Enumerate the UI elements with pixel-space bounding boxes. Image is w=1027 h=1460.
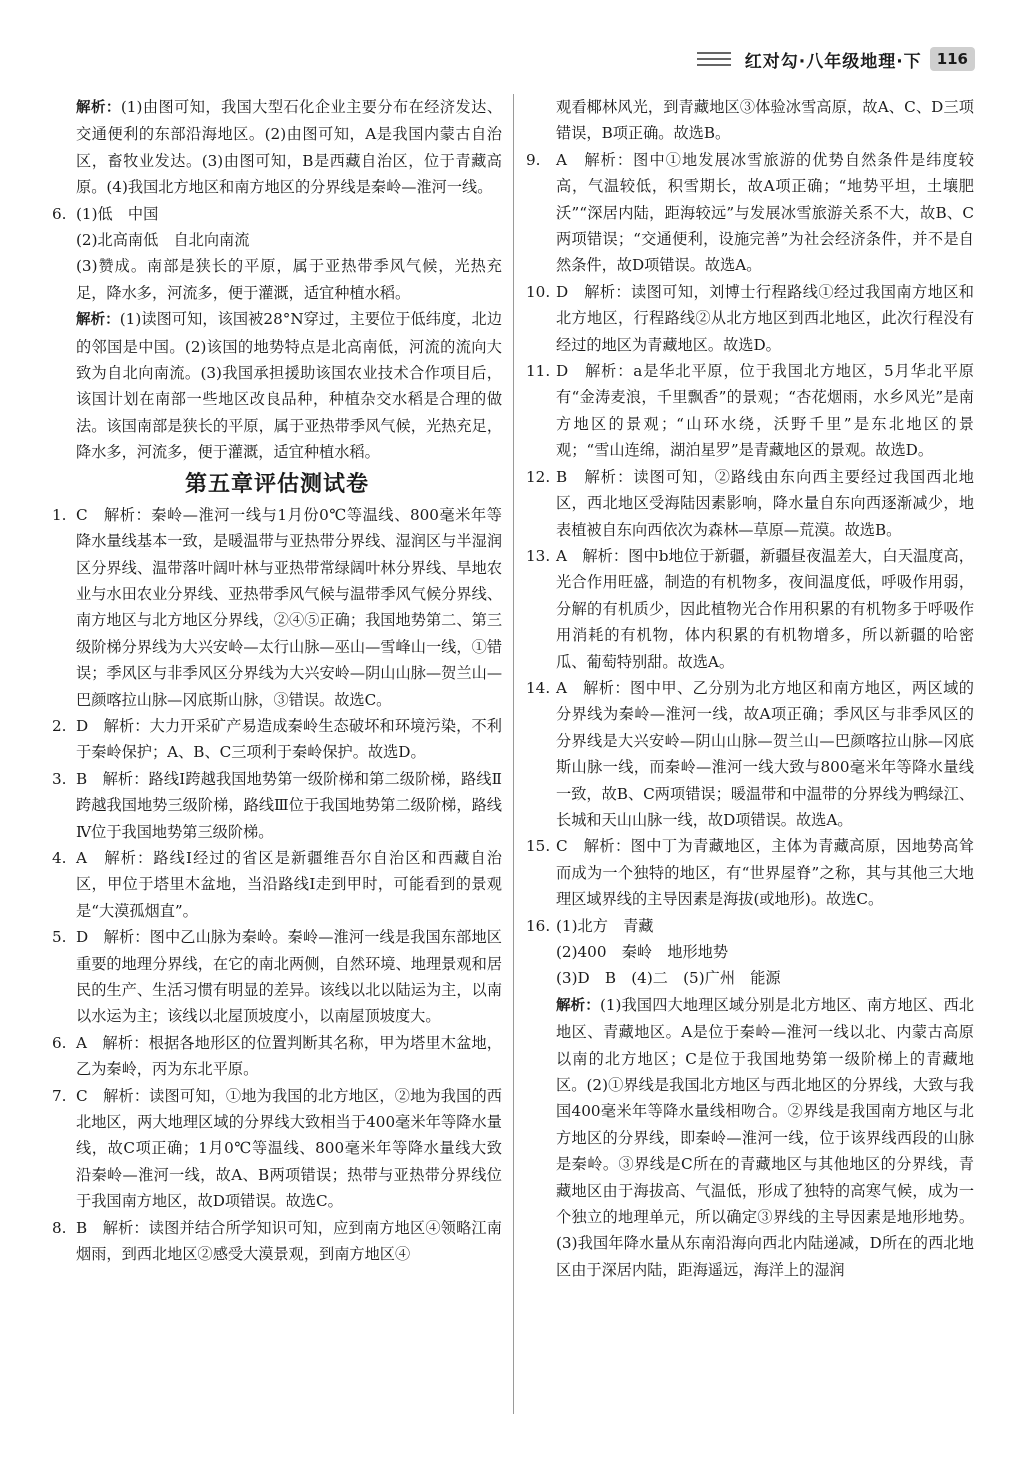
test-q1: 1. C 解析：秦岭—淮河一线与1月份0℃等温线、800毫米年等降水量线基本一致，是暖温带与亚热带分界线、湿润区与半湿润区分界线、温带落叶阔叶林与亚热带常绿阔叶林分界线、旱地农业与水田农业分界线、亚热带季风气候与温带季风气候分界线、南方地区与北方地区分界线，②④⑤正确；我国地势第二、第三级阶梯分界线为大兴安岭—太行山脉—巫山—雪峰山一线，①错误；季风区与非季风区分界线为大兴安岭—阴山山脉—贺兰山—巴颜喀拉山脉—冈底斯山脉，③错误。故选C。 xyxy=(52,505,502,709)
page-header xyxy=(697,44,975,74)
test-q2: 2. D 解析：大力开采矿产易造成秦岭生态破坏和环境污染，不利于秦岭保护；A、B、C三项利于秦岭保护。故选D。 xyxy=(52,716,502,762)
chapter-title: 第五章评估测试卷 xyxy=(184,471,369,497)
book-title: 红对勾·八年级地理·下 xyxy=(744,51,922,72)
header-lines-decoration xyxy=(697,52,731,66)
column-divider xyxy=(513,94,514,1414)
q6-answer-3: (3)赞成。南部是狭长的平原，属于亚热带季风气候，光热充足，降水多，河流多，便于灌溉，适宜种植水稻。 xyxy=(76,257,502,302)
q6-analysis: 解析：(1)读图可知，该国被28°N穿过，主要位于低纬度，北边的邻国是中国。(2)该国的地势特点是北高南低，河流的流向大致为自北向南流。(3)我国承担援助该国农业技术合作项目后，该国计划在南部一些地区改良品种，种植杂交水稻是合理的做法。该国南部是狭长的平原，属于亚热带季风气候，光热充足，降水多，河流多，便于灌溉，适宜种植水稻。 xyxy=(76,310,503,462)
q5-analysis: 解析：(1)由图可知，我国大型石化企业主要分布在经济发达、交通便利的东部沿海地区。(2)由图可知，A是我国内蒙古自治区，畜牧业发达。(3)由图可知，B是西藏自治区，位于青藏高原。(4)我国北方地区和南方地区的分界线是秦岭—淮河一线。 xyxy=(76,98,503,197)
test-q10: 10. D 解析：读图可知，刘博士行程路线①经过我国南方地区和北方地区，行程路线②从北方地区到西北地区，此次行程没有经过的地区为青藏地区。故选D。 xyxy=(526,282,974,354)
test-q16-answer-3: (3)D B (4)二 (5)广州 能源 xyxy=(556,969,781,988)
q6-answer-1: 6. (1)低 中国 xyxy=(52,204,159,223)
q6-answer-2: (2)北高南低 自北向南流 xyxy=(76,231,250,250)
test-q9: 9. A 解析：图中①地发展冰雪旅游的优势自然条件是纬度较高，气温较低，积雪期长，故A项正确；“地势平坦，土壤肥沃”“深居内陆，距海较远”与发展冰雪旅游关系不大，故B、C两项错误；“交通便利，设施完善”为社会经济条件，并不是自然条件，故D项错误。故选A。 xyxy=(526,150,974,275)
test-q16-answer-1: 16. (1)北方 青藏 xyxy=(526,916,654,935)
test-q15: 15. C 解析：图中丁为青藏地区，主体为青藏高原，因地势高耸而成为一个独特的地区，有“世界屋脊”之称，其与其他三大地理区域界线的主导因素是海拔(或地形)。故选C。 xyxy=(526,837,974,909)
test-q7: 7. C 解析：读图可知，①地为我国的北方地区，②地为我国的西北地区，两大地理区域的分界线大致相当于400毫米年等降水量线，故C项正确；1月0℃等温线、800毫米年等降水量线大致沿秦岭—淮河一线，故A、B两项错误；热带与亚热带分界线位于我国南方地区，故D项错误。故选C。 xyxy=(52,1086,502,1211)
test-q8-continued: 观看椰林风光，到青藏地区③体验冰雪高原，故A、C、D三项错误，B项正确。故选B。 xyxy=(556,98,974,143)
left-column xyxy=(52,94,502,1267)
test-q16-analysis: 解析：(1)我国四大地理区域分别是北方地区、南方地区、西北地区、青藏地区。A是位于秦岭—淮河一线以北、内蒙古高原以南的北方地区；C是位于我国地势第一级阶梯上的青藏地区。(2)①界线是我国北方地区与西北地区的分界线，大致与我国400毫米年等降水量线相吻合。②界线是我国南方地区与北方地区的分界线，即秦岭—淮河一线，位于该界线西段的山脉是秦岭。③界线是C所在的青藏地区与其他地区的分界线，青藏地区由于海拔高、气温低，形成了独特的高寒气候，成为一个独立的地理单元，所以确定③界线的主导因素是地形地势。(3)我国年降水量从东南沿海向西北内陆递减，D所在的西北地区由于深居内陆，距海遥远，海洋上的湿润 xyxy=(556,995,975,1279)
right-column xyxy=(526,94,974,1283)
analysis-label: 解析： xyxy=(76,100,121,116)
test-q6: 6. A 解析：根据各地形区的位置判断其名称，甲为塔里木盆地，乙为秦岭，丙为东北平原。 xyxy=(52,1033,502,1079)
page-number: 116 xyxy=(930,47,975,71)
test-q14: 14. A 解析：图中甲、乙分别为北方地区和南方地区，两区域的分界线为秦岭—淮河一线，故A项正确；季风区与非季风区的分界线是大兴安岭—阴山山脉—贺兰山—巴颜喀拉山脉—冈底斯山脉一线，而秦岭—淮河一线大致与800毫米年等降水量线一致，故B、C两项错误；暖温带和中温带的分界线为鸭绿江、长城和天山山脉一线，故D项错误。故选A。 xyxy=(526,678,974,829)
test-q3: 3. B 解析：路线Ⅰ跨越我国地势第一级阶梯和第二级阶梯，路线Ⅱ跨越我国地势三级阶梯，路线Ⅲ位于我国地势第二级阶梯，路线Ⅳ位于我国地势第三级阶梯。 xyxy=(52,769,502,841)
test-q5: 5. D 解析：图中乙山脉为秦岭。秦岭—淮河一线是我国东部地区重要的地理分界线，在它的南北两侧，自然环境、地理景观和居民的生产、生活习惯有明显的差异。该线以北以陆运为主，以南以水运为主；该线以北屋顶坡度小，以南屋顶坡度大。 xyxy=(52,928,502,1026)
test-q16-answer-2: (2)400 秦岭 地形地势 xyxy=(556,943,729,961)
test-q13: 13. A 解析：图中b地位于新疆，新疆昼夜温差大，白天温度高，光合作用旺盛，制造的有机物多，夜间温度低，呼吸作用弱，分解的有机质少，因此植物光合作用积累的有机物多于呼吸作用消耗的有机物，体内积累的有机物增多，所以新疆的哈密瓜、葡萄特别甜。故选A。 xyxy=(526,546,974,671)
test-q12: 12. B 解析：读图可知，②路线由东向西主要经过我国西北地区，西北地区受海陆因素影响，降水量自东向西逐渐减少，地表植被自东向西依次为森林—草原—荒漠。故选B。 xyxy=(526,467,974,539)
test-q8: 8. B 解析：读图并结合所学知识可知，应到南方地区④领略江南烟雨，到西北地区②感受大漠景观，到南方地区④ xyxy=(52,1218,502,1264)
test-q11: 11. D 解析：a是华北平原，位于我国北方地区，5月华北平原有“金涛麦浪，千里飘香”的景观；“杏花烟雨，水乡风光”是南方地区的景观；“山环水绕，沃野千里”是东北地区的景观；“雪山连绵，湖泊星罗”是青藏地区的景观。故选D。 xyxy=(526,362,974,460)
test-q4: 4. A 解析：路线Ⅰ经过的省区是新疆维吾尔自治区和西藏自治区，甲位于塔里木盆地，当沿路线Ⅰ走到甲时，可能看到的景观是“大漠孤烟直”。 xyxy=(52,848,502,920)
